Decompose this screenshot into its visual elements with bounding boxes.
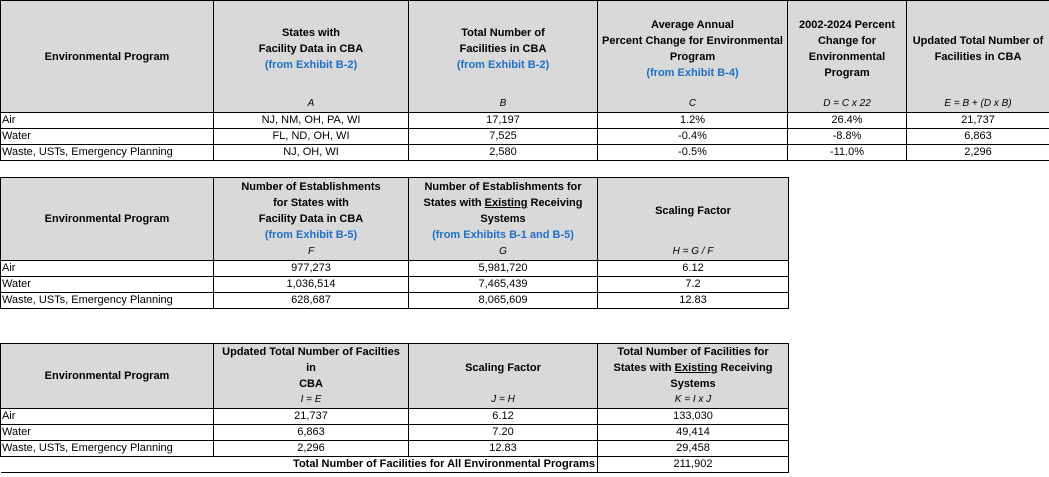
scaling-cell: 7.20 [409,425,598,441]
header-updated-total: Updated Total Number of Facilties in CBA I = E [214,344,409,409]
total-cell: 7,525 [409,129,598,145]
total-facilities-table [0,343,789,473]
program-cell: Waste, USTs, Emergency Planning [1,293,214,309]
formula-label: C [688,98,697,109]
establishments-f-cell: 628,687 [214,293,409,309]
updated-cell: 2,296 [907,145,1049,161]
header-total: Total Number of Facilities in CBA (from Exhibit B-2) B [409,1,598,113]
pct-cell: -11.0% [788,145,907,161]
total-value: 211,902 [598,457,789,473]
source-reference: (from Exhibit B-2) [264,58,358,71]
establishments-g-cell: 7,465,439 [409,277,598,293]
avg-cell: -0.5% [598,145,788,161]
formula-label: E = B + (D x B) [944,98,1012,109]
program-cell: Air [1,113,214,129]
table-row [1,409,789,425]
program-cell: Water [1,277,214,293]
header-program: Environmental Program [1,178,214,261]
source-reference: (from Exhibits B-1 and B-5) [432,229,574,241]
updated-cell: 21,737 [907,113,1049,129]
total-cell: 2,580 [409,145,598,161]
header-updated-total: Updated Total Number of Facilities in CBA E = B + (D x B) [907,1,1049,113]
total-row [1,457,789,473]
source-reference: (from Exhibit B-2) [456,58,550,71]
scaling-cell: 12.83 [598,293,789,309]
header-program: Environmental Program [1,344,214,409]
table-row [1,293,789,309]
states-cell: NJ, OH, WI [214,145,409,161]
table-row [1,277,789,293]
updated-total-cell: 2,296 [214,441,409,457]
formula-label: H = G / F [672,246,714,257]
program-cell: Air [1,261,214,277]
formula-label: D = C x 22 [823,98,871,109]
states-cell: FL, ND, OH, WI [214,129,409,145]
program-cell: Water [1,129,214,145]
header-establishments-g: Number of Establishments for States with Existing Receiving Systems (from Exhibits B-1 and B-5) G [409,178,598,261]
total-label: Total Number of Facilities for All Environmental Programs [1,457,598,473]
total-facilities-cell: 133,030 [598,409,789,425]
formula-label: G [499,246,507,257]
header-program: Environmental Program [1,1,214,113]
formula-label: B [499,98,507,109]
header-scaling-factor: Scaling Factor J = H [409,344,598,409]
program-cell: Air [1,409,214,425]
table-row [1,113,1049,129]
establishments-f-cell: 977,273 [214,261,409,277]
program-cell: Waste, USTs, Emergency Planning [1,145,214,161]
formula-label: A [307,98,315,109]
header-percent-change: 2002-2024 Percent Change for Environmental Program D = C x 22 [788,1,907,113]
source-reference: (from Exhibit B-4) [646,66,739,79]
establishments-g-cell: 5,981,720 [409,261,598,277]
formula-label: F [307,246,315,257]
avg-cell: 1.2% [598,113,788,129]
total-cell: 17,197 [409,113,598,129]
formula-label: J = H [491,394,515,405]
table-row [1,261,789,277]
header-avg-change: Average Annual Percent Change for Environmental Program (from Exhibit B-4) C [598,1,788,113]
updated-cell: 6,863 [907,129,1049,145]
scaling-cell: 12.83 [409,441,598,457]
facilities-table [0,0,1049,161]
header-establishments-f: Number of Establishments for States with Facility Data in CBA (from Exhibit B-5) F [214,178,409,261]
header-states: States with Facility Data in CBA (from Exhibit B-2) A [214,1,409,113]
total-facilities-cell: 29,458 [598,441,789,457]
formula-label: I = E [300,394,322,405]
scaling-cell: 6.12 [409,409,598,425]
scaling-cell: 6.12 [598,261,789,277]
updated-total-cell: 21,737 [214,409,409,425]
states-cell: NJ, NM, OH, PA, WI [214,113,409,129]
table-row [1,145,1049,161]
pct-cell: -8.8% [788,129,907,145]
program-cell: Waste, USTs, Emergency Planning [1,441,214,457]
pct-cell: 26.4% [788,113,907,129]
establishments-table [0,177,789,309]
table-row [1,425,789,441]
avg-cell: -0.4% [598,129,788,145]
updated-total-cell: 6,863 [214,425,409,441]
establishments-g-cell: 8,065,609 [409,293,598,309]
table-row [1,129,1049,145]
source-reference: (from Exhibit B-5) [264,229,358,241]
header-scaling-factor: Scaling Factor H = G / F [598,178,789,261]
header-total-facilities: Total Number of Facilities for States with Existing Receiving Systems K = I x J [598,344,789,409]
program-cell: Water [1,425,214,441]
table-row [1,441,789,457]
establishments-f-cell: 1,036,514 [214,277,409,293]
scaling-cell: 7.2 [598,277,789,293]
formula-label: K = I x J [674,394,712,405]
total-facilities-cell: 49,414 [598,425,789,441]
